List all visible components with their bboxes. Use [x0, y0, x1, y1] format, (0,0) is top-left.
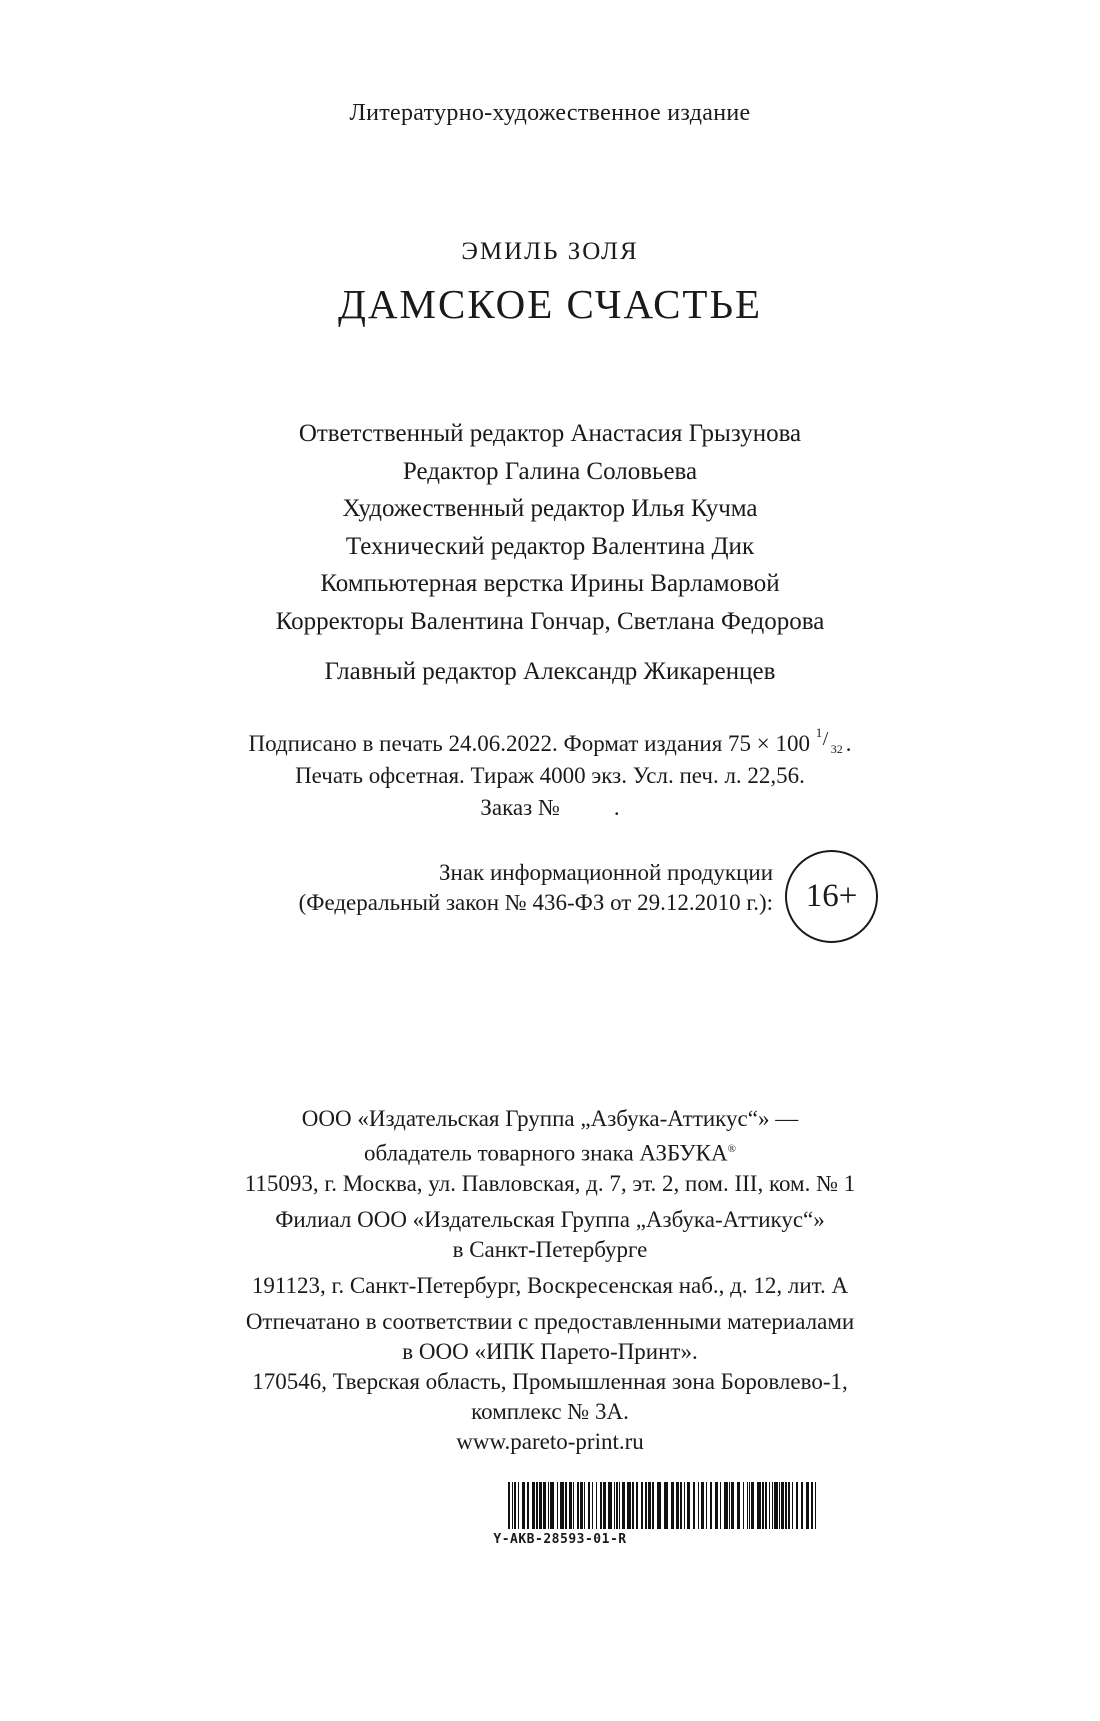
barcode-bar [508, 1482, 510, 1529]
printer-address: 170546, Тверская область, Промышленная зона Боровлево-1, [252, 1368, 848, 1394]
age-label-line-2: (Федеральный закон № 436-ФЗ от 29.12.2010 г.): [298, 890, 773, 915]
barcode-bar [720, 1482, 721, 1529]
printer-website: www.pareto-print.ru [456, 1428, 644, 1454]
barcode-bar [518, 1482, 519, 1529]
barcode-bar [731, 1482, 734, 1529]
barcode-bar [785, 1482, 787, 1529]
barcode-bar [527, 1482, 529, 1529]
barcode-bar [769, 1482, 770, 1529]
barcode-bar [737, 1482, 740, 1529]
format-fraction: 1 / 32 [816, 731, 846, 751]
barcode-bar [792, 1482, 793, 1529]
barcode-bar [657, 1482, 661, 1529]
barcode-bar [522, 1482, 525, 1529]
barcode [0, 1482, 1100, 1532]
barcode-bar [536, 1482, 538, 1529]
barcode-bar [619, 1482, 620, 1529]
barcode-bar [539, 1482, 542, 1529]
genre-line: Литературно-художественное издание [349, 100, 751, 126]
printer-address: комплекс № 3А. [471, 1398, 629, 1424]
printer-line: в ООО «ИПК Парето-Принт». [402, 1338, 698, 1364]
barcode-bar [684, 1482, 685, 1529]
book-title: ДАМСКОЕ СЧАСТЬЕ [337, 281, 763, 327]
barcode-bar [543, 1482, 546, 1529]
barcode-bar [743, 1482, 744, 1529]
barcode-bar [715, 1482, 718, 1529]
print-details [0, 725, 1100, 824]
barcode-bar [636, 1482, 638, 1529]
barcode-bar [693, 1482, 695, 1529]
barcode-bar [698, 1482, 699, 1529]
barcode-bar [680, 1482, 682, 1529]
barcode-bar [512, 1482, 513, 1529]
barcode-bar [729, 1482, 730, 1529]
publisher-line: ООО «Издательская Группа „Азбука-Аттикус“» — [301, 1106, 799, 1131]
barcode-bar [548, 1482, 549, 1529]
credit-line: Технический редактор Валентина Дик [345, 532, 755, 560]
barcode-bar [765, 1482, 767, 1529]
barcode-bar [747, 1482, 748, 1529]
barcode-bar [774, 1482, 778, 1529]
age-mark-label [299, 858, 773, 918]
barcode-bar [788, 1482, 790, 1529]
barcode-bar [664, 1482, 668, 1529]
order-label: Заказ № [480, 795, 560, 820]
order-end: . [613, 795, 620, 820]
barcode-bar [573, 1482, 574, 1529]
barcode-bar [671, 1482, 674, 1529]
barcode-bar [569, 1482, 572, 1529]
print-line-2: Печать офсетная. Тираж 4000 экз. Усл. печ. л. 22,56. [295, 763, 805, 788]
barcode-bar [603, 1482, 606, 1529]
barcode-bar [645, 1482, 647, 1529]
barcode-bar [757, 1482, 761, 1529]
barcode-bar [676, 1482, 679, 1529]
credit-line: Компьютерная верстка Ирины Варламовой [320, 570, 780, 597]
barcode-bars [0, 1482, 1100, 1532]
barcode-bar [749, 1482, 750, 1529]
barcode-bar [592, 1482, 593, 1529]
barcode-bar [811, 1482, 813, 1529]
barcode-bar [550, 1482, 554, 1529]
barcode-bar [557, 1482, 558, 1529]
barcode-bar [584, 1482, 585, 1529]
trademark-text: обладатель товарного знака АЗБУКА [364, 1140, 728, 1166]
age-rating-badge: 16+ [785, 850, 878, 943]
printer-line: Отпечатано в соответствии с предоставленными материалами [245, 1308, 855, 1334]
age-mark-block [0, 858, 1100, 938]
publisher-line [0, 1134, 1100, 1169]
barcode-bar [652, 1482, 654, 1529]
barcode-bar [762, 1482, 764, 1529]
barcode-bar [687, 1482, 690, 1529]
branch-address: 191123, г. Санкт-Петербург, Воскресенская наб., д. 12, лит. А [251, 1272, 849, 1298]
barcode-bar [622, 1482, 625, 1529]
barcode-bar [627, 1482, 631, 1529]
barcode-bar [781, 1482, 784, 1529]
barcode-bar [616, 1482, 618, 1529]
barcode-bar [600, 1482, 602, 1529]
barcode-bar [588, 1482, 590, 1529]
print-line-1-end: . [845, 731, 852, 756]
fraction-denominator: 32 [830, 742, 843, 756]
barcode-bar [596, 1482, 597, 1529]
print-line-1 [0, 725, 1100, 760]
barcode-bar [772, 1482, 773, 1529]
barcode-bar [701, 1482, 704, 1529]
credit-line: Художественный редактор Илья Кучма [342, 495, 758, 522]
barcode-bar [577, 1482, 579, 1529]
author-name: ЭМИЛЬ ЗОЛЯ [461, 238, 639, 265]
barcode-bar [779, 1482, 780, 1529]
barcode-bar [815, 1482, 816, 1529]
branch-line: в Санкт-Петербурге [452, 1236, 648, 1262]
barcode-bar [706, 1482, 707, 1529]
credit-line: Ответственный редактор Анастасия Грызунова [298, 420, 802, 447]
barcode-bar [801, 1482, 803, 1529]
credit-line: Корректоры Валентина Гончар, Светлана Федорова [275, 607, 825, 635]
barcode-bar [514, 1482, 516, 1529]
chief-editor: Главный редактор Александр Жикаренцев [324, 658, 776, 685]
registered-mark: ® [727, 1143, 736, 1155]
fraction-numerator: 1 [815, 725, 823, 740]
barcode-bar [608, 1482, 612, 1529]
print-line-3 [0, 792, 1100, 824]
branch-line: Филиал ООО «Издательская Группа „Азбука-Аттикус“» [275, 1206, 825, 1232]
age-label-line-1: Знак информационной продукции [439, 860, 773, 885]
barcode-bar [751, 1482, 754, 1529]
barcode-bar [796, 1482, 798, 1529]
barcode-bar [632, 1482, 634, 1529]
publisher-address: 115093, г. Москва, ул. Павловская, д. 7, эт. 2, пом. III, ком. № 1 [244, 1170, 856, 1196]
publisher-info [0, 1104, 1100, 1457]
barcode-bar [565, 1482, 567, 1529]
print-format: Подписано в печать 24.06.2022. Формат издания 75 × 100 [248, 731, 810, 756]
barcode-bar [614, 1482, 615, 1529]
barcode-bar [806, 1482, 809, 1529]
credit-line: Редактор Галина Соловьева [402, 457, 698, 485]
barcode-bar [580, 1482, 583, 1529]
barcode-bar [710, 1482, 712, 1529]
barcode-bar [532, 1482, 535, 1529]
barcode-bar [641, 1482, 643, 1529]
staff-credits [0, 415, 1100, 640]
barcode-bar [560, 1482, 564, 1529]
barcode-bar [648, 1482, 651, 1529]
barcode-bar [724, 1482, 728, 1529]
barcode-label: Y-AKB-28593-01-R [493, 1532, 627, 1547]
